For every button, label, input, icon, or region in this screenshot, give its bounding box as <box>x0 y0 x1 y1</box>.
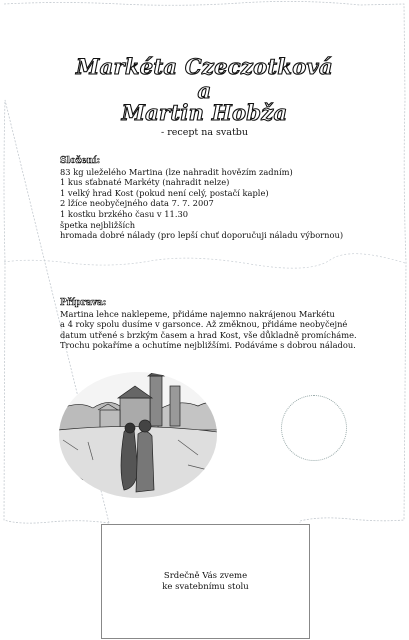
title-conjunction: a <box>197 78 212 103</box>
preparation-line: Martina lehce naklepeme, přidáme najemno nakrájenou Markétu <box>60 308 335 319</box>
title-groom: Martin Hobža <box>121 100 288 125</box>
circle-cutout <box>281 395 347 461</box>
ingredient-item: 1 velký hrad Kost (pokud není celý, postačí kaple) <box>60 187 269 198</box>
ingredient-item: 1 kus sťabnaté Markéty (nahradit nelze) <box>60 177 230 188</box>
title-bride: Markéta Czeczotková <box>76 54 333 79</box>
invitation-text <box>102 571 309 593</box>
ingredient-item: hromada dobré nálady (pro lepší chuť doporučuji náladu výbornou) <box>60 230 344 241</box>
castle-couple-illustration <box>58 370 218 500</box>
preparation-heading: Příprava: <box>60 298 107 308</box>
ingredients-heading: Složení: <box>60 156 101 166</box>
preparation-line: a 4 roky spolu dusíme v garsonce. Až změknou, přidáme neobyčejné <box>60 319 348 330</box>
preparation-line: Trochu pokaříme a ochutíme nejbližšími. Podáváme s dobrou náladou. <box>60 340 356 351</box>
subtitle: - recept na svatbu <box>161 127 248 138</box>
ingredients-section <box>60 156 343 241</box>
ingredient-item: 2 lžíce neobyčejného data 7. 7. 2007 <box>60 198 214 209</box>
preparation-section <box>60 298 357 351</box>
ingredient-item: špetka nejbližších <box>60 219 136 230</box>
ingredient-item: 1 kostku brzkého času v 11.30 <box>60 208 189 219</box>
ingredient-item: 83 kg uleželého Martina (lze nahradit hovězím zadním) <box>60 166 293 177</box>
invitation-line: Srdečně Vás zveme <box>163 571 248 581</box>
preparation-line: datum utřené s brzkým časem a hrad Kost, vše důkladně promícháme. <box>60 329 357 340</box>
invitation-box <box>101 524 310 639</box>
invitation-line: ke svatebnímu stolu <box>162 582 249 592</box>
